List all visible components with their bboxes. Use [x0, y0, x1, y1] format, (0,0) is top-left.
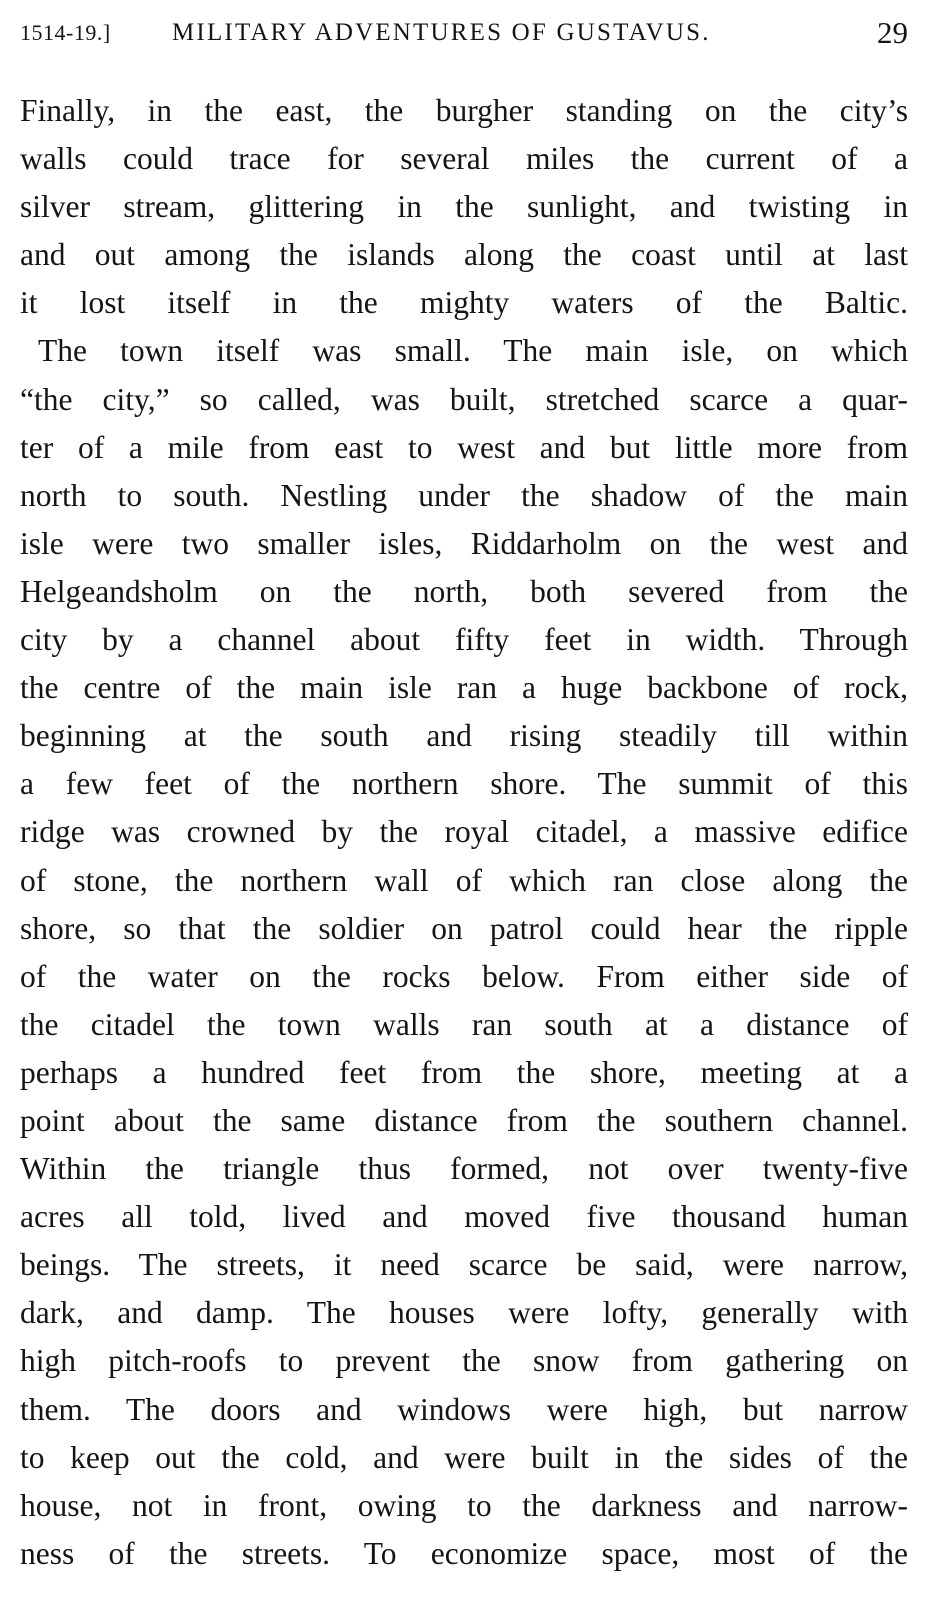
text-line: isle were two smaller isles, Riddarholm on the west and [20, 525, 908, 561]
running-head-date-range: 1514-19.] [20, 20, 111, 45]
text-line: and out among the islands along the coast until at last [20, 237, 908, 273]
text-line: the citadel the town walls ran south at a distance of [20, 1006, 908, 1042]
text-line: house, not in front, owing to the darkness and narrow- [20, 1487, 908, 1523]
text-line: dark, and damp. The houses were lofty, generally with [20, 1295, 908, 1331]
text-line: acres all told, lived and moved five thousand human [20, 1199, 908, 1235]
text-line: of the water on the rocks below. From either side of [20, 958, 908, 994]
running-head-title: MILITARY ADVENTURES OF GUSTAVUS. [172, 19, 711, 46]
text-line: perhaps a hundred feet from the shore, meeting at a [20, 1054, 908, 1090]
text-line: “the city,” so called, was built, stretched scarce a quar- [20, 381, 908, 417]
text-line: walls could trace for several miles the current of a [20, 141, 908, 177]
text-line: them. The doors and windows were high, but narrow [20, 1391, 908, 1427]
page-number: 29 [877, 15, 908, 50]
text-line: The town itself was small. The main isle, on which [38, 333, 908, 369]
text-line: high pitch-roofs to prevent the snow from gathering on [20, 1343, 908, 1379]
running-head [20, 8, 908, 58]
text-line: beginning at the south and rising steadily till within [20, 718, 908, 754]
text-line: Within the triangle thus formed, not over twenty-five [20, 1151, 908, 1187]
text-line: the centre of the main isle ran a huge backbone of rock, [20, 670, 908, 706]
text-line: ter of a mile from east to west and but little more from [20, 429, 908, 465]
text-line: it lost itself in the mighty waters of the Baltic. [20, 285, 908, 321]
text-line: ridge was crowned by the royal citadel, a massive edifice [20, 814, 908, 850]
text-line: north to south. Nestling under the shadow of the main [20, 477, 908, 513]
body-text [20, 87, 908, 1578]
text-line: a few feet of the northern shore. The summit of this [20, 766, 908, 802]
text-line: point about the same distance from the southern channel. [20, 1102, 908, 1138]
text-line: silver stream, glittering in the sunlight, and twisting in [20, 189, 908, 225]
text-line: to keep out the cold, and were built in the sides of the [20, 1439, 908, 1475]
text-line: Helgeandsholm on the north, both severed from the [20, 573, 908, 609]
text-line: beings. The streets, it need scarce be said, were narrow, [20, 1247, 908, 1283]
text-line: city by a channel about fifty feet in width. Through [20, 622, 908, 658]
text-line: shore, so that the soldier on patrol could hear the ripple [20, 910, 908, 946]
text-line: of stone, the northern wall of which ran close along the [20, 862, 908, 898]
text-line: Finally, in the east, the burgher standing on the city’s [20, 93, 908, 128]
text-line: ness of the streets. To economize space, most of the [20, 1535, 908, 1571]
